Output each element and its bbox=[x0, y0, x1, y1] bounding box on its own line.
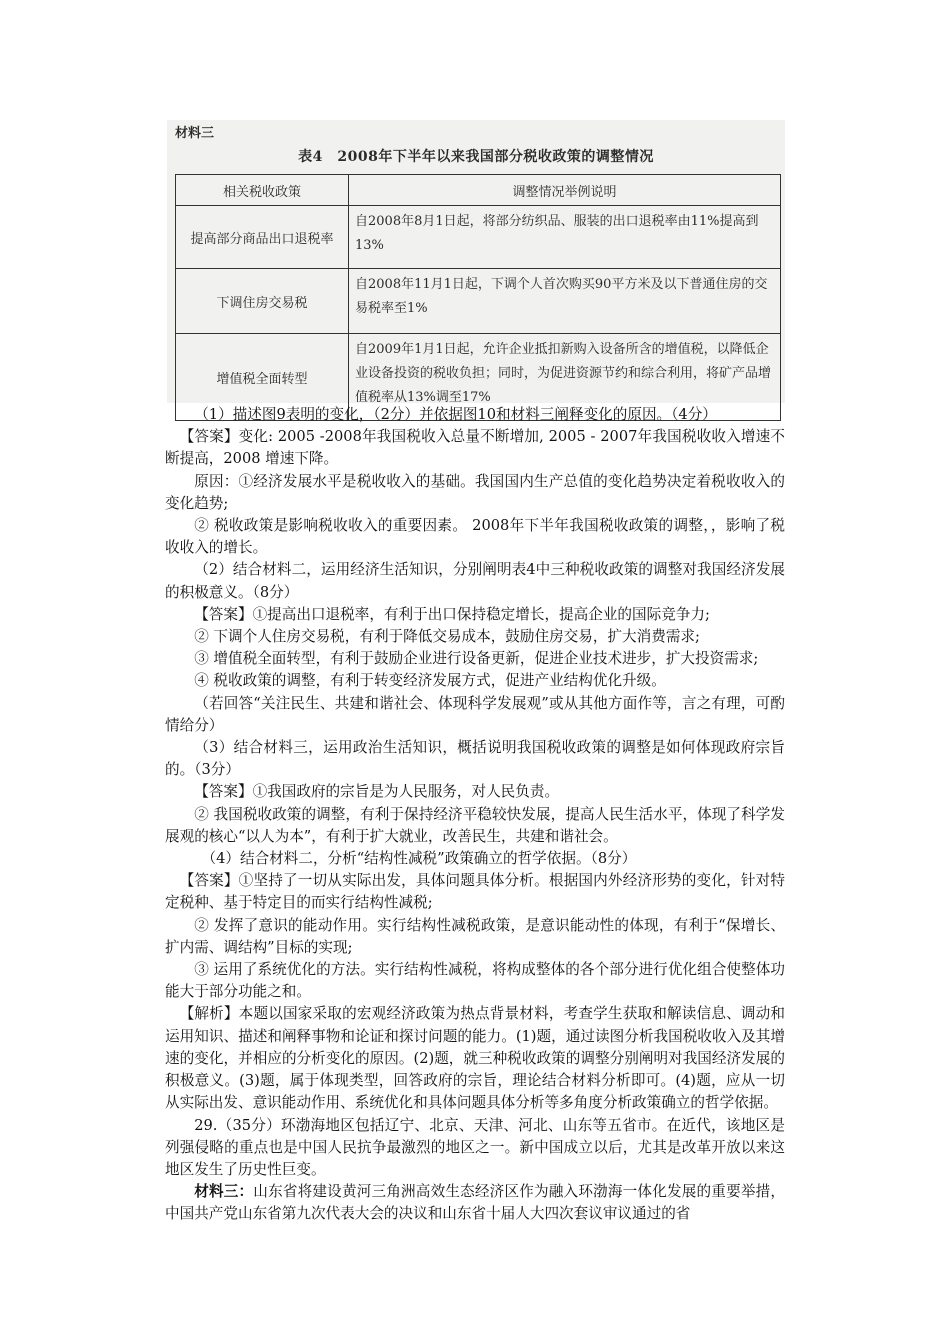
paragraph: （1）描述图9表明的变化，（2分）并依据图10和材料三阐释变化的原因。（4分） bbox=[194, 406, 717, 423]
paragraph: （3）结合材料三，运用政治生活知识，概括说明我国税收政策的调整是如何体现政府宗旨的。（3分） bbox=[165, 739, 785, 779]
tax-policy-table bbox=[175, 174, 781, 421]
document-body bbox=[165, 404, 785, 1226]
detail-cell: 自2009年1月1日起，允许企业抵扣新购入设备所含的增值税，以降低企业设备投资的税收负担；同时，为促进资源节约和综合利用，将矿产品增值税率从13%调至17% bbox=[349, 334, 781, 421]
material-three-text: 山东省将建设黄河三角洲高效生态经济区作为融入环渤海一体化发展的重要举措，中国共产党山东省第九次代表大会的决议和山东省十届人大四次套议审议通过的省 bbox=[165, 1183, 785, 1223]
paragraph bbox=[165, 1181, 785, 1225]
detail-cell: 自2008年11月1日起，下调个人首次购买90平方米及以下普通住房的交易税率至1% bbox=[349, 269, 781, 334]
paragraph: 【答案】①坚持了一切从实际出发，具体问题具体分析。根据国内外经济形势的变化，针对特定税种、基于特定目的而实行结构性减税; bbox=[165, 872, 785, 912]
paragraph: 原因：①经济发展水平是税收收入的基础。我国国内生产总值的变化趋势决定着税收收入的变化趋势; bbox=[165, 472, 785, 512]
material-label: 材料三 bbox=[175, 126, 215, 141]
detail-cell: 自2008年8月1日起，将部分纺织品、服装的出口退税率由11%提高到13% bbox=[349, 206, 781, 269]
paragraph: ② 下调个人住房交易税，有利于降低交易成本，鼓励住房交易，扩大消费需求; bbox=[194, 628, 700, 646]
paragraph: ② 我国税收政策的调整，有利于保持经济平稳较快发展，提高人民生活水平，体现了科学发展观的核心“以人为本”，有利于扩大就业，改善民生，共建和谐社会。 bbox=[165, 805, 785, 845]
policy-cell: 提高部分商品出口退税率 bbox=[176, 206, 349, 269]
paragraph: （2）结合材料二，运用经济生活知识，分别阐明表4中三种税收政策的调整对我国经济发展的积极意义。（8分） bbox=[165, 561, 785, 601]
paragraph: ② 税收政策是影响税收收入的重要因素。 2008年下半年我国税收政策的调整，，影响了税收收入的增长。 bbox=[165, 517, 785, 557]
policy-cell: 增值税全面转型 bbox=[176, 334, 349, 421]
table-header: 相关税收政策 bbox=[176, 175, 349, 206]
paragraph: （4）结合材料二，分析“结构性减税”政策确立的哲学依据。（8分） bbox=[201, 850, 637, 868]
paragraph: （若回答“关注民生、共建和谐社会、体现科学发展观”或从其他方面作等，言之有理，可酌情给分） bbox=[165, 694, 785, 734]
paragraph: 【答案】①提高出口退税率，有利于出口保持稳定增长，提高企业的国际竞争力; bbox=[194, 605, 710, 623]
paragraph: 【答案】变化: 2005 -2008年我国税收入总量不断增加, 2005 - 2007年我国税收收入增速不断提高，2008 增速下降。 bbox=[165, 428, 785, 468]
table-caption: 表4 2008年下半年以来我国部分税收政策的调整情况 bbox=[298, 149, 654, 165]
table-row bbox=[176, 269, 781, 334]
paragraph: ④ 税收政策的调整，有利于转变经济发展方式，促进产业结构优化升级。 bbox=[194, 672, 666, 690]
paragraph: 29.（35分）环渤海地区包括辽宁、北京、天津、河北、山东等五省市。在近代，该地区是列强侵略的重点也是中国人民抗争最激烈的地区之一。新中国成立以后，尤其是改革开放以来这地区发生了历史性巨变。 bbox=[165, 1116, 785, 1178]
material-three-label: 材料三： bbox=[194, 1183, 254, 1201]
table-header-row bbox=[176, 175, 781, 206]
table-header: 调整情况举例说明 bbox=[349, 175, 781, 206]
paragraph: 【解析】本题以国家采取的宏观经济政策为热点背景材料，考查学生获取和解读信息、调动和运用知识、描述和阐释事物和论证和探讨问题的能力。(1)题，通过读图分析我国税收收入及其增速的变化，并相应的分析变化的原因。(2)题，就三种税收政策的调整分别阐明对我国经济发展的积极意义。(3)题，属于体现类型，回答政府的宗旨，理论结合材料分析即可。(4)题，应从一切从实际出发、意识能动作用、系统优化和具体问题具体分析等多角度分析政策确立的哲学依据。 bbox=[165, 1005, 785, 1112]
paragraph: 【答案】①我国政府的宗旨是为人民服务，对人民负责。 bbox=[194, 783, 560, 801]
table-row bbox=[176, 206, 781, 269]
paragraph: ③ 增值税全面转型，有利于鼓励企业进行设备更新，促进企业技术进步，扩大投资需求; bbox=[194, 650, 759, 668]
policy-cell: 下调住房交易税 bbox=[176, 269, 349, 334]
paragraph: ③ 运用了系统优化的方法。实行结构性减税，将构成整体的各个部分进行优化组合使整体功能大于部分功能之和。 bbox=[165, 961, 785, 1001]
table-image bbox=[167, 120, 785, 403]
paragraph: ② 发挥了意识的能动作用。实行结构性减税政策，是意识能动性的体现，有利于“保增长、扩内需、调结构”目标的实现; bbox=[165, 916, 785, 956]
